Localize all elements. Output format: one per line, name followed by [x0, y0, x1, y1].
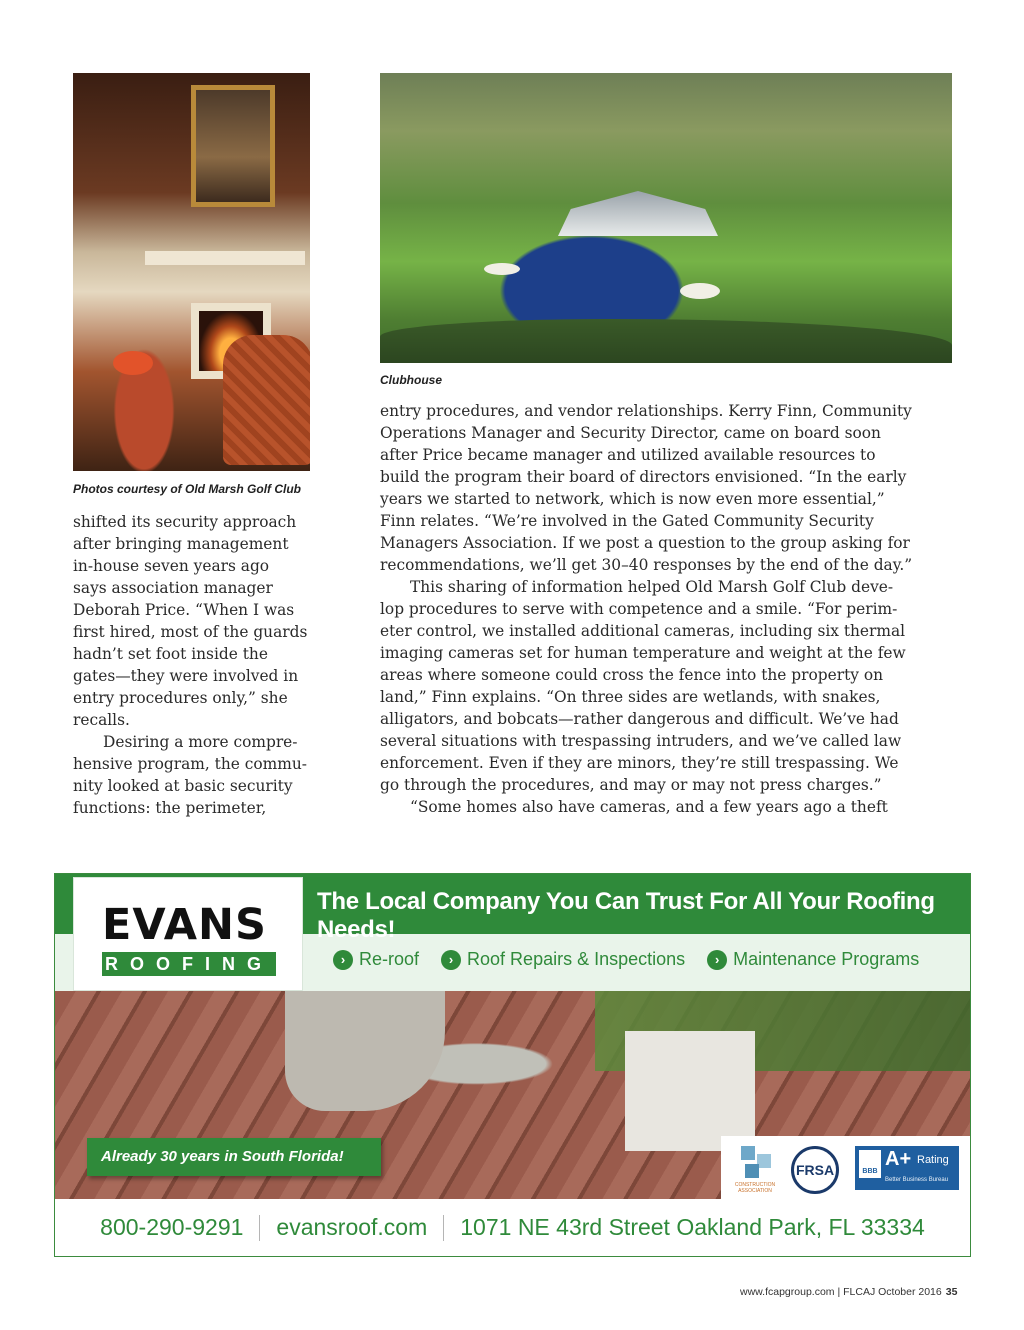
text-line: enforcement. Even if they are minors, they’re still trespassing. We — [380, 754, 899, 772]
portrait-painting — [191, 85, 275, 207]
text-line: hensive program, the commu- — [73, 755, 307, 773]
photo-credit-caption: Photos courtesy of Old Marsh Golf Club — [73, 482, 302, 496]
website: evansroof.com — [276, 1214, 428, 1240]
divider — [259, 1215, 260, 1241]
service-item — [333, 949, 419, 970]
bbb-seal-icon: BBB — [859, 1150, 881, 1178]
white-building — [625, 1031, 755, 1151]
footer-text: www.fcapgroup.com | FLCAJ October 2016 — [740, 1286, 942, 1298]
bbb-bureau-label: Better Business Bureau — [885, 1177, 949, 1183]
years-banner: Already 30 years in South Florida! — [87, 1138, 381, 1176]
logo-roofing-text: ROOFING — [102, 952, 276, 976]
text-line: alligators, and bobcats—rather dangerous and difficult. We’ve had — [380, 710, 899, 728]
address: 1071 NE 43rd Street Oakland Park, FL 33334 — [460, 1214, 925, 1240]
text-line: imaging cameras set for human temperature and weight at the few — [380, 644, 906, 662]
text-line: recommendations, we’ll get 30–40 responses by the end of the day.” — [380, 556, 913, 574]
ad-headline: The Local Company You Can Trust For All Your Roofing Needs! — [317, 888, 935, 943]
logo-square — [757, 1154, 771, 1168]
service-item — [707, 949, 919, 970]
text-line: after Price became manager and utilized available resources to — [380, 446, 876, 464]
chevron-right-icon: › — [707, 950, 727, 970]
bbb-rating-label: Rating — [917, 1154, 949, 1166]
text-line: Desiring a more compre- — [103, 733, 298, 751]
text-line: land,” Finn explains. “On three sides are wetlands, with snakes, — [380, 688, 881, 706]
page-footer — [740, 1286, 957, 1298]
tree-line — [380, 319, 952, 363]
text-line: go through the procedures, and may or may not press charges.” — [380, 776, 882, 794]
logo-square — [745, 1164, 759, 1178]
text-line: areas where someone could cross the fence into the property on — [380, 666, 884, 684]
text-line: build the program their board of directors envisioned. “In the early — [380, 468, 907, 486]
construction-association-logo — [735, 1144, 775, 1192]
clubhouse-caption: Clubhouse — [380, 373, 442, 387]
text-line: recalls. — [73, 711, 130, 729]
construction-association-label: CONSTRUCTION ASSOCIATION — [734, 1182, 776, 1194]
service-item — [441, 949, 685, 970]
frsa-logo: FRSA — [791, 1146, 839, 1194]
text-line: hadn’t set foot inside the — [73, 645, 268, 663]
clubhouse-photo — [380, 73, 952, 363]
accreditation-badges — [721, 1136, 970, 1199]
text-line: Deborah Price. “When I was — [73, 601, 295, 619]
service-label: Re-roof — [359, 949, 420, 969]
sand-bunker — [680, 283, 720, 299]
evans-roofing-ad — [54, 873, 971, 1257]
road — [285, 991, 445, 1111]
text-line: eter control, we installed additional cameras, including six thermal — [380, 622, 906, 640]
text-line: Managers Association. If we post a question to the group asking for — [380, 534, 910, 552]
logo-evans-text: EVANS — [102, 900, 267, 950]
article-right-column — [380, 400, 925, 818]
text-line: says association manager — [73, 579, 273, 597]
text-line: several situations with trespassing intruders, and we’ve called law — [380, 732, 902, 750]
interior-photo — [73, 73, 310, 471]
fireplace-mantel — [145, 251, 305, 265]
services-list — [333, 949, 919, 970]
evans-roofing-logo — [73, 877, 303, 991]
service-label: Maintenance Programs — [733, 949, 920, 969]
article-left-column — [73, 511, 318, 819]
text-line: lop procedures to serve with competence and a smile. “For perim- — [380, 600, 898, 618]
text-line: shifted its security approach — [73, 513, 297, 531]
text-line: in-house seven years ago — [73, 557, 270, 575]
text-line: Finn relates. “We’re involved in the Gated Community Security — [380, 512, 874, 530]
text-line: “Some homes also have cameras, and a few years ago a theft — [410, 798, 888, 816]
chevron-right-icon: › — [441, 950, 461, 970]
chevron-right-icon: › — [333, 950, 353, 970]
page-number: 35 — [945, 1286, 958, 1298]
text-line: entry procedures, and vendor relationships. Kerry Finn, Community — [380, 402, 912, 420]
service-label: Roof Repairs & Inspections — [467, 949, 686, 969]
armchair — [223, 335, 310, 465]
sand-bunker — [484, 263, 520, 275]
text-line: gates—they were involved in — [73, 667, 299, 685]
text-line: functions: the perimeter, — [73, 799, 267, 817]
text-line: nity looked at basic security — [73, 777, 293, 795]
text-line: first hired, most of the guards — [73, 623, 308, 641]
bbb-rating-badge — [855, 1146, 959, 1190]
flower-arrangement — [113, 351, 153, 375]
contact-bar — [55, 1199, 970, 1256]
text-line: after bringing management — [73, 535, 289, 553]
text-line: years we started to network, which is now even more essential,” — [380, 490, 885, 508]
clubhouse-building — [558, 191, 718, 236]
bbb-grade: A+ — [885, 1148, 912, 1170]
text-line: Operations Manager and Security Director, came on board soon — [380, 424, 881, 442]
divider — [443, 1215, 444, 1241]
text-line: This sharing of information helped Old Marsh Golf Club deve- — [410, 578, 894, 596]
phone-number: 800-290-9291 — [100, 1214, 244, 1240]
text-line: entry procedures only,” she — [73, 689, 288, 707]
logo-square — [741, 1146, 755, 1160]
